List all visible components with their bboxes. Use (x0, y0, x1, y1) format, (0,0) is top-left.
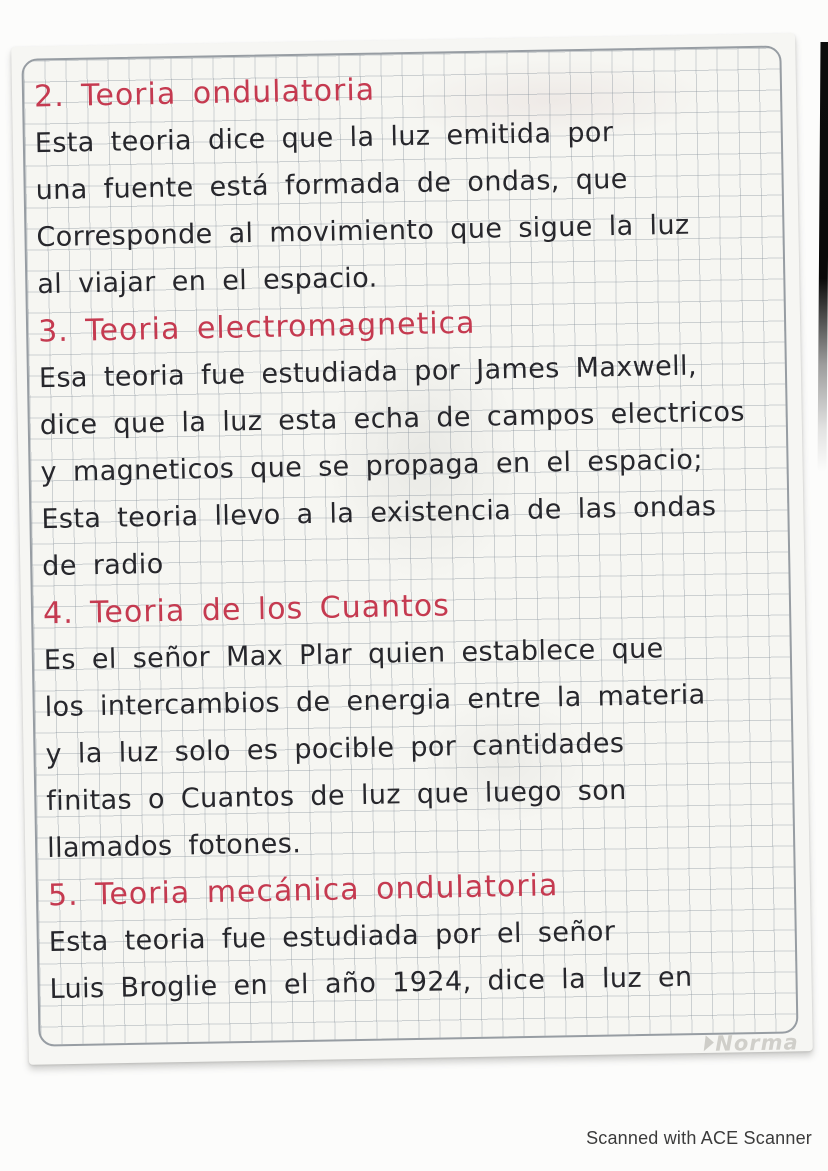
handwritten-line: Esta teoria llevo a la existencia de las ondas (41, 491, 717, 536)
norma-flag-icon (703, 1035, 714, 1052)
handwritten-line: finitas o Cuantos de luz que luego son (46, 774, 627, 818)
handwritten-line: los intercambios de energia entre la materia (44, 679, 706, 724)
section-teoria-mecanica-ondulatoria (48, 859, 786, 1013)
handwritten-line: Esa teoria fue estudiada por James Maxwell, (38, 350, 698, 395)
section-heading: 4. Teoria de los Cuantos (42, 588, 451, 632)
norma-brand-logo (704, 1029, 799, 1057)
handwritten-content (34, 60, 786, 1013)
handwritten-line: Es el señor Max Plar quien establece que (43, 633, 664, 677)
handwritten-line: Esta teoria fue estudiada por el señor (48, 916, 616, 959)
section-teoria-de-los-cuantos (43, 577, 784, 872)
handwritten-line: al viajar en el espacio. (37, 262, 378, 301)
handwritten-line: y la luz solo es pocible por cantidades (45, 727, 625, 771)
handwritten-line: llamados fotones. (46, 828, 302, 865)
scan-edge-shadow (817, 42, 828, 472)
handwritten-line: Esta teoria dice que la luz emitida por (34, 117, 614, 160)
handwritten-line: Corresponde al movimiento que sigue la luz (36, 209, 690, 254)
section-teoria-ondulatoria (34, 60, 774, 308)
scanner-caption: Scanned with ACE Scanner (586, 1128, 812, 1148)
norma-brand-label: Norma (715, 1030, 799, 1056)
section-teoria-electromagnetica (38, 295, 779, 590)
handwritten-line: una fuente está formada de ondas, que (35, 163, 629, 207)
notebook-sheet (11, 33, 813, 1065)
handwritten-line: y magneticos que se propaga en el espacio; (40, 444, 704, 489)
section-heading: 3. Teoria electromagnetica (37, 305, 476, 350)
handwritten-line: dice que la luz esta echa de campos electricos (39, 396, 746, 442)
section-heading: 5. Teoria mecánica ondulatoria (47, 868, 559, 914)
section-heading: 2. Teoria ondulatoria (33, 72, 376, 115)
handwritten-line: Luis Broglie en el año 1924, dice la luz en (49, 961, 693, 1006)
grid-frame (21, 45, 798, 1046)
handwritten-line: de radio (41, 548, 164, 583)
